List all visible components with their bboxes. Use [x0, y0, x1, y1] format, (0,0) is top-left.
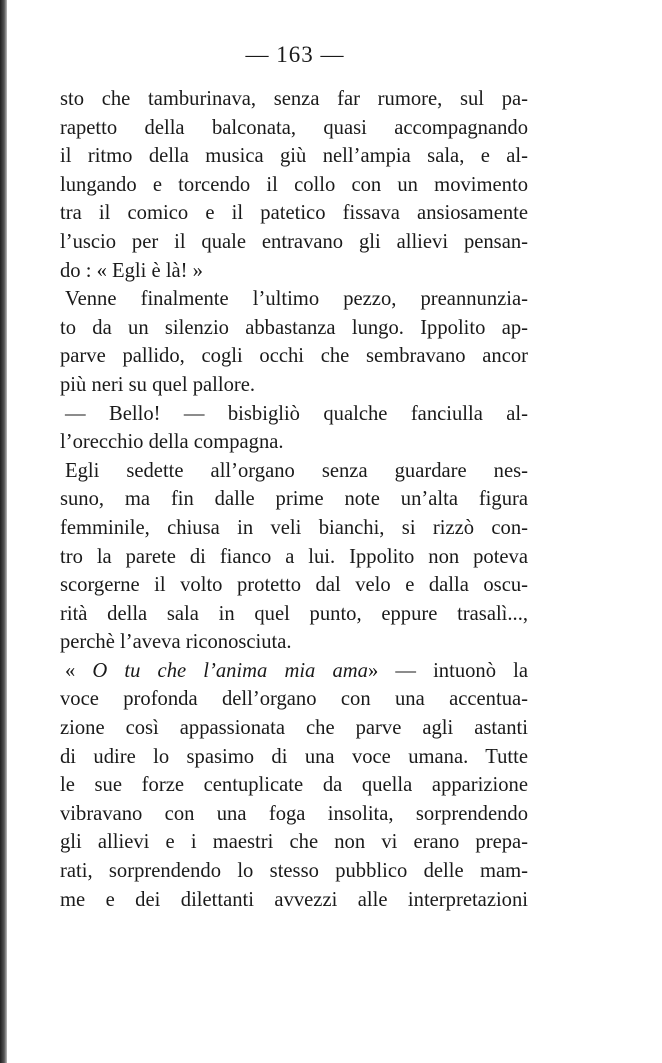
text-line: più neri su quel pallore.	[60, 373, 256, 396]
italic-quotation: O tu che l’anima mia ama	[92, 659, 368, 682]
text-line: rati, sorprendendo lo stesso pubblico delle mam-	[60, 860, 528, 883]
text-line: me e dei dilettanti avvezzi alle interpretazioni	[60, 888, 528, 911]
text-line: sto che tamburinava, senza far rumore, sul pa-	[60, 88, 528, 110]
text-line: femminile, chiusa in veli bianchi, si rizzò con-	[60, 516, 528, 539]
text-line: perchè l’aveva riconosciuta.	[60, 631, 292, 654]
paragraph-5	[60, 657, 528, 914]
text-line: l’uscio per il quale entravano gli allievi pensan-	[60, 230, 528, 253]
text-line: do : « Egli è là! »	[60, 259, 203, 282]
text-line: il ritmo della musica giù nell’ampia sala, e al-	[60, 145, 528, 168]
quote-close: » — intuonò la	[367, 659, 528, 682]
text-line: tra il comico e il patetico fissava ansiosamente	[60, 202, 528, 225]
body-text	[60, 85, 528, 914]
text-line: Egli sedette all’organo senza guardare nes-	[65, 459, 528, 482]
text-line: lungando e torcendo il collo con un movimento	[60, 173, 528, 196]
text-line-with-quote	[60, 657, 528, 686]
text-line: le sue forze centuplicate da quella apparizione	[60, 774, 528, 797]
text-line: Venne finalmente l’ultimo pezzo, preannunzia-	[65, 288, 528, 311]
text-line: to da un silenzio abbastanza lungo. Ippolito ap-	[60, 316, 528, 339]
text-line: rapetto della balconata, quasi accompagnando	[60, 116, 528, 139]
text-line: l’orecchio della compagna.	[60, 431, 284, 454]
paragraph-3	[60, 400, 528, 457]
text-line: scorgerne il volto protetto dal velo e dalla oscu-	[60, 574, 528, 597]
page-number: — 163 —	[245, 42, 345, 67]
text-line: di udire lo spasimo di una voce umana. Tutte	[60, 745, 528, 768]
text-line: — Bello! — bisbigliò qualche fanciulla al-	[65, 402, 528, 425]
quote-open: «	[65, 659, 76, 682]
text-line: suno, ma fin dalle prime note un’alta figura	[60, 488, 528, 511]
paragraph-4	[60, 457, 528, 657]
text-line: voce profonda dell’organo con una accentua-	[60, 688, 528, 711]
text-line: zione così appassionata che parve agli astanti	[60, 717, 528, 740]
text-line: tro la parete di fianco a lui. Ippolito non poteva	[60, 545, 528, 568]
text-line: gli allievi e i maestri che non vi erano prepa-	[60, 831, 528, 854]
paragraph-1	[60, 85, 528, 285]
text-line: vibravano con una foga insolita, sorprendendo	[60, 802, 528, 825]
paragraph-2	[60, 285, 528, 399]
text-line: parve pallido, cogli occhi che sembravano ancor	[60, 345, 528, 368]
text-line: rità della sala in quel punto, eppure trasalì...,	[60, 602, 528, 625]
